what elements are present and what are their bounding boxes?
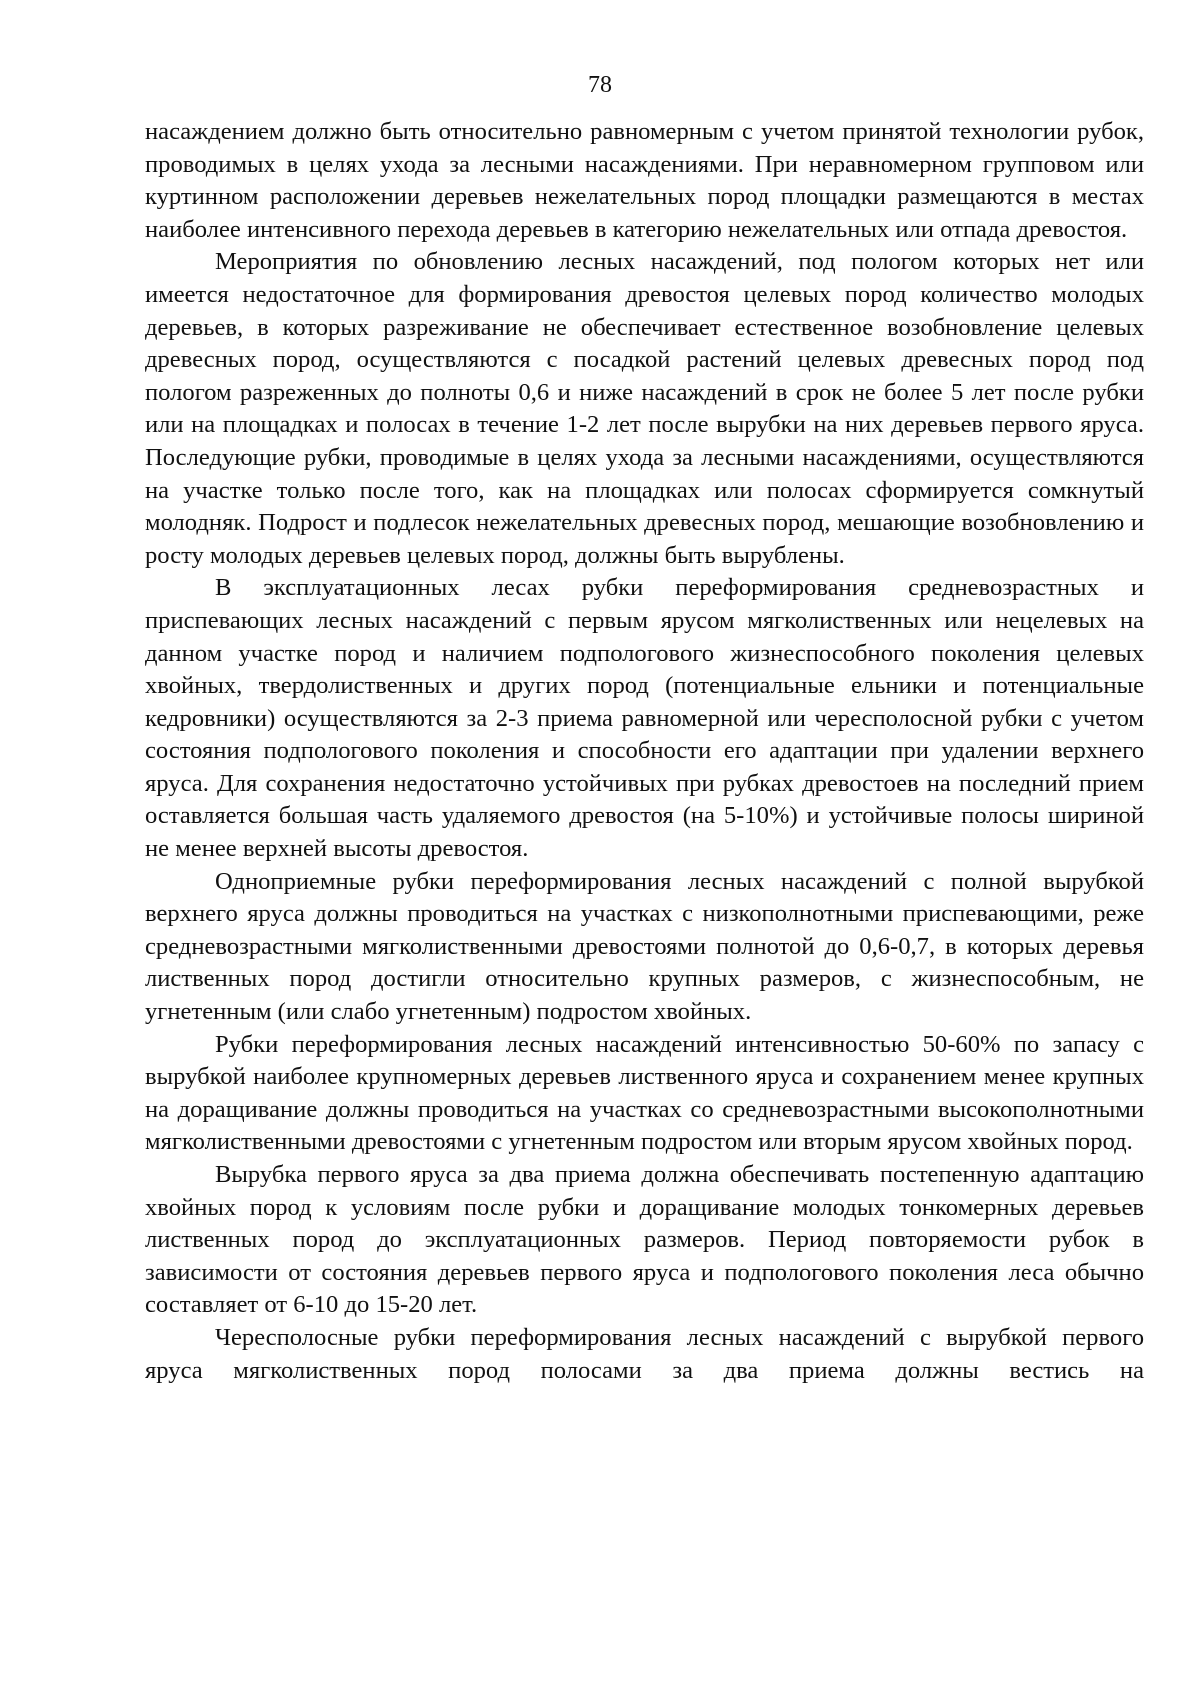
paragraph-4: Одноприемные рубки переформирования лесных насаждений с полной вырубкой верхнего яруса должны проводиться на участках с низкополнотными приспевающими, реже средневозрастными мягколиственными древостоями полнотой до 0,6-0,7, в которых деревья лиственных пород достигли относительно крупных размеров, с жизнеспособным, не угнетенным (или слабо угнетенным) подростом хвойных. — [145, 867, 1144, 1026]
paragraph-7: Чересполосные рубки переформирования лесных насаждений с вырубкой первого яруса мягколиственных пород полосами за два приема должны вестись на — [145, 1323, 1144, 1384]
paragraph-3: В эксплуатационных лесах рубки переформирования средневозрастных и приспевающих лесных насаждений с первым ярусом мягколиственных или нецелевых на данном участке пород и наличием подпологового жизнеспособного поколения целевых хвойных, твердолиственных и других пород (потенциальные ельники и потенциальные кедровники) осуществляются за 2-3 приема равномерной или чересполосной рубки с учетом состояния подпологового поколения и способности его адаптации при удалении верхнего яруса. Для сохранения недостаточно устойчивых при рубках древостоев на последний прием оставляется большая часть удаляемого древостоя (на 5-10%) и устойчивые полосы шириной не менее верхней высоты древостоя. — [145, 574, 1144, 863]
paragraph-1: насаждением должно быть относительно равномерным с учетом принятой технологии рубок, проводимых в целях ухода за лесными насаждениями. При неравномерном групповом или куртинном расположении деревьев нежелательных пород площадки размещаются в местах наиболее интенсивного перехода деревьев в категорию нежелательных или отпада древостоя. — [145, 118, 1144, 243]
body-text — [145, 116, 1144, 1387]
paragraph-2: Мероприятия по обновлению лесных насаждений, под пологом которых нет или имеется недостаточное для формирования древостоя целевых пород количество молодых деревьев, в которых разреживание не обеспечивает естественное возобновление целевых древесных пород, осуществляются с посадкой растений целевых древесных пород под пологом разреженных до полноты 0,6 и ниже насаждений в срок не более 5 лет после рубки или на площадках и полосах в течение 1-2 лет после вырубки на них деревьев первого яруса. Последующие рубки, проводимые в целях ухода за лесными насаждениями, осуществляются на участке только после того, как на площадках или полосах сформируется сомкнутый молодняк. Подрост и подлесок нежелательных древесных пород, мешающие возобновлению и росту молодых деревьев целевых пород, должны быть вырублены. — [145, 248, 1144, 569]
paragraph-6: Вырубка первого яруса за два приема должна обеспечивать постепенную адаптацию хвойных пород к условиям после рубки и доращивание молодых тонкомерных деревьев лиственных пород до эксплуатационных размеров. Период повторяемости рубок в зависимости от состояния деревьев первого яруса и подпологового поколения леса обычно составляет от 6-10 до 15-20 лет. — [145, 1161, 1144, 1319]
page-number: 78 — [588, 72, 612, 98]
paragraph-5: Рубки переформирования лесных насаждений интенсивностью 50-60% по запасу с вырубкой наиболее крупномерных деревьев лиственного яруса и сохранением менее крупных на доращивание должны проводиться на участках со средневозрастными высокополнотными мягколиственными древостоями с угнетенным подростом или вторым ярусом хвойных пород. — [145, 1030, 1144, 1156]
